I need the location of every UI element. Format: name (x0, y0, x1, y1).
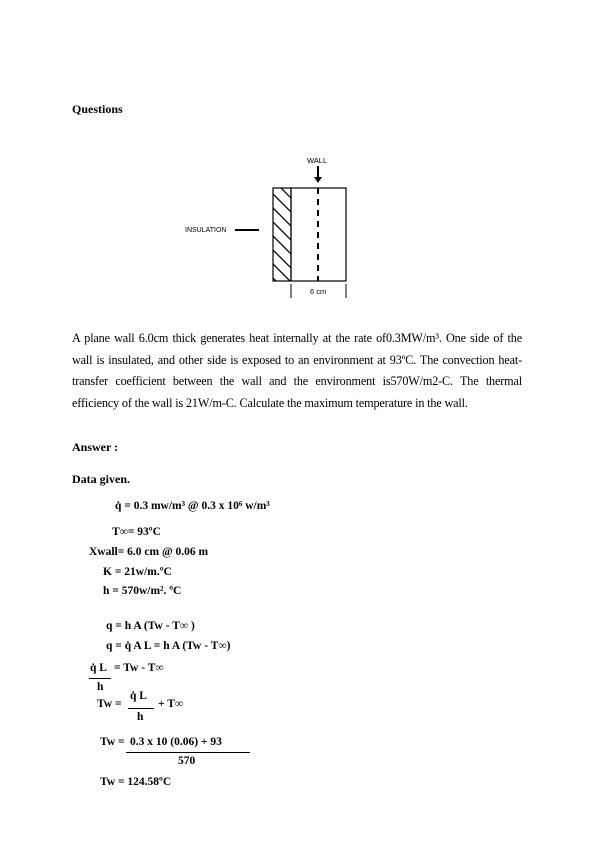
question-text: A plane wall 6.0cm thick generates heat internally at the rate of0.3MW/m³. One side of the wall is insulated, and other side is exposed to an environment at 93ºC. The convection heat-transfer coefficient between the wall and the environment is570W/m2-C. The thermal efficiency of the wall is 21W/m-C. Calculate the maximum temperature in the wall. (72, 331, 522, 410)
wall-diagram (180, 150, 380, 300)
equation-3-fraction-bar (89, 678, 111, 679)
equation-2: q = q̇ A L = h A (Tw - T∞) (106, 640, 231, 652)
insulation-hatching (273, 180, 300, 300)
given-environment-temp: T∞= 93ºC (112, 526, 161, 538)
equation-4-lhs: Tw = (97, 698, 122, 710)
equation-5-fraction-bar (126, 752, 250, 753)
equation-4-rhs: + T∞ (158, 698, 184, 710)
equation-4-denominator: h (137, 711, 144, 723)
equation-3-denominator: h (97, 681, 104, 693)
given-convection-coefficient: h = 570w/m². ºC (103, 585, 182, 597)
equation-1: q = h A (Tw - T∞ ) (106, 620, 195, 632)
data-given-heading: Data given. (72, 472, 130, 486)
equation-4-numerator: q̇ L (130, 690, 147, 702)
questions-heading: Questions (72, 102, 123, 116)
wall-label: WALL (307, 156, 328, 165)
final-result: Tw = 124.58ºC (100, 776, 172, 788)
given-wall-thickness: Xwall= 6.0 cm @ 0.06 m (89, 546, 209, 558)
wall-arrow-head (314, 177, 322, 183)
equation-5-lhs: Tw = (100, 736, 125, 748)
insulation-label: INSULATION (185, 227, 227, 234)
equation-4-fraction-bar (128, 708, 154, 709)
thickness-label: 6 cm (310, 287, 327, 296)
equation-3-numerator: q̇ L (90, 662, 107, 674)
equation-3-rhs: = Tw - T∞ (114, 662, 164, 674)
answer-heading: Answer : (72, 440, 119, 454)
given-conductivity: K = 21w/m.ºC (103, 566, 172, 578)
equation-5-numerator: 0.3 x 10 (0.06) + 93 (130, 736, 222, 748)
equation-5-denominator: 570 (178, 755, 196, 767)
given-heat-generation: q̇ = 0.3 mw/m³ @ 0.3 x 10⁶ w/m³ (115, 500, 270, 512)
